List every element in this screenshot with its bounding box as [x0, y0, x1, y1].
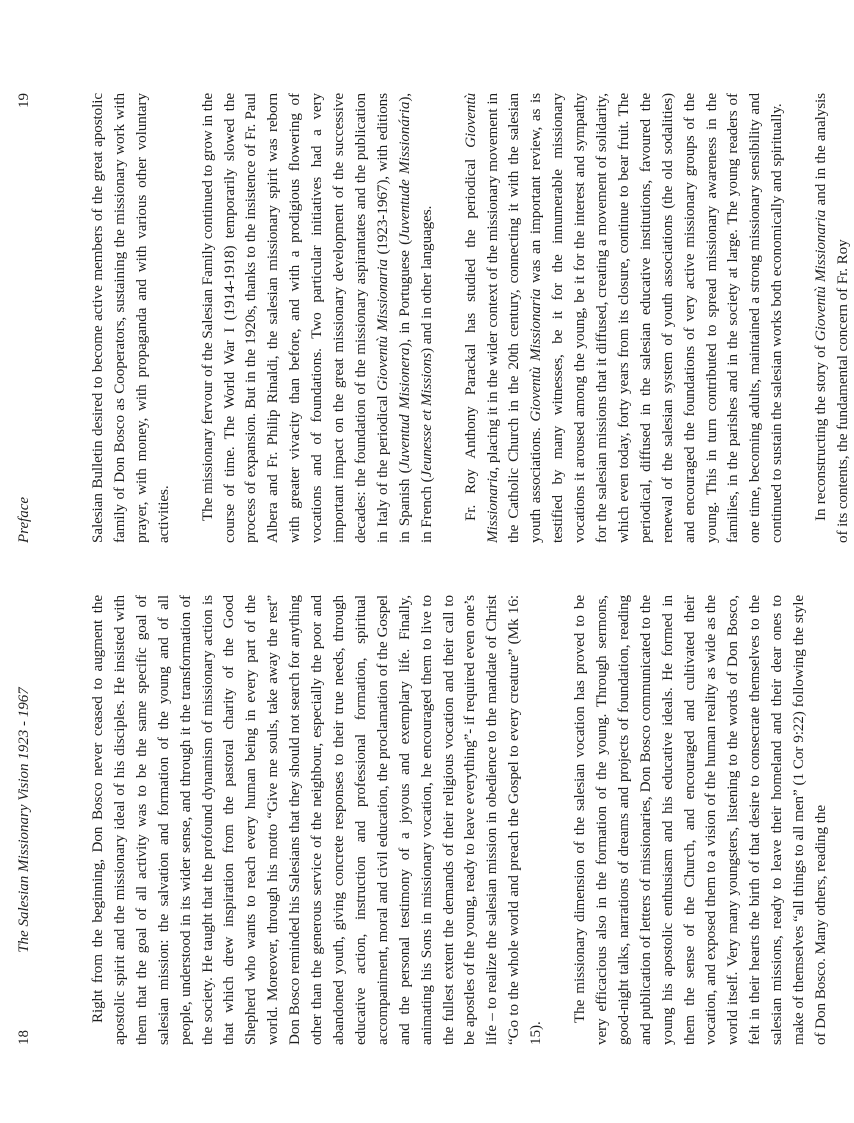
paragraph: Salesian Bulletin desired to become active members of the great apostolic family of Don Bosco as Cooperators, sustaining the missionary work with prayer, with money, with propaganda and with various other voluntary activities.: [89, 93, 172, 543]
left-page-header: [16, 595, 44, 1045]
periodical-title: Juventud Misionera: [395, 347, 413, 469]
text-run: (1923-1967), with editions in Spanish (: [373, 93, 413, 543]
right-page-header: [16, 93, 44, 543]
text-run: In reconstructing the story of: [812, 341, 830, 521]
running-title: The Salesian Missionary Vision 1923 - 1967: [16, 687, 32, 953]
periodical-title: Gioventù Missionaria: [461, 93, 501, 543]
page-number: 19: [16, 93, 32, 108]
right-page: [0, 93, 852, 543]
periodical-title: Gioventù Missionaria: [527, 288, 545, 422]
right-page-body: [87, 93, 854, 543]
periodical-title: Juventude Missionária: [395, 101, 413, 240]
periodical-title: Gioventù Missionaria: [373, 259, 391, 391]
running-title: Preface: [16, 496, 32, 543]
paragraph: The missionary dimension of the salesian vocation has proved to be very efficacious also in the formation of the young. Through sermons, good-night talks, narrations of dreams and projects of foundation, reading and publication of letters of missionaries, Don Bosco communicated to the young his apostolic enthusiasm and his educative ideals. He formed in them the sense of the Church, and encouraged and cultivated their vocation, and exposed them to a vision of the human reality as wide as the world itself. Very many youngsters, listening to the words of Don Bosco, felt in their hearts the birth of that desire to consecrate themselves to the salesian missions, ready to leave their homeland and their dear ones to make of themselves “all things to all men” (1 Cor 9:22) following the style of Don Bosco. Many others, reading the: [571, 595, 829, 1045]
paragraph: [197, 93, 438, 543]
page-number: 18: [16, 1030, 32, 1045]
text-run: ), in French (: [395, 93, 435, 543]
text-run: was an important review, as is testified by many witnesses, be it for the innumerable missionary vocations it aroused among the young, be it for the interest and sympathy for the salesian missions that it diffused, creating a movement of solidarity, which even today, forty years from its closure, continue to bear fruit. The periodical, diffused in the salesian educative institutions, favoured the renewal of the salesian system of youth associations (the old sodalities) and encouraged the foundations of very active missionary groups of the young. This in turn contributed to spread missionary awareness in the families, in the parishes and in the society at large. The young readers of one time, becoming adults, maintained a strong missionary sensibility and continued to sustain the salesian works both economically and spiritually.: [527, 93, 786, 543]
text-run: , placing it in the wider context of the missionary movement in the Catholic Church in the 20th century, connecting it with the salesian youth associations.: [483, 93, 545, 543]
text-run: Fr. Roy Anthony Parackal has studied the periodical: [461, 147, 479, 521]
text-run: ) and in other languages.: [417, 205, 435, 353]
text-run: The missionary fervour of the Salesian Family continued to grow in the course of time. The World War I (1914-1918) temporarily slowed the process of expansion. But in the 1920s, thanks to the insistence of Fr. Paul Albera and Fr. Philip Rinaldi, the salesian missionary spirit was reborn with greater vivacity than before, and with a prodigious flowering of vocations and of foundations. Two particular initiatives had a very important impact on the great missionary development of the successive decades: the foundation of the missionary aspirantates and the publication in Italy of the periodical: [198, 93, 391, 543]
periodical-title: Gioventù Missionaria: [812, 209, 830, 342]
paragraph: [460, 93, 789, 543]
left-page: [0, 595, 829, 1045]
paragraph: Right from the beginning, Don Bosco never ceased to augment the apostolic spirit and the missionary ideal of his disciples. He insisted with them that the goal of all activity was to be the same specific goal of salesian mission: the salvation and formation of the young and of all people, understood in its wider sense, and through it the transformation of the society. He taught that the profound dynamism of missionary action is that which drew inspiration from the pastoral charity of the Good Shepherd who wants to reach every human being in every part of the world. Moreover, through his motto “Give me souls, take away the rest” Don Bosco reminded his Salesians that they should not search for anything other than the generous service of the neighbour, especially the poor and abandoned youth, giving concrete responses to their true needs, through educative action, instruction and professional formation, spiritual accompaniment, moral and civil education, the proclamation of the Gospel and the personal testimony of a joyous and exemplary life. Finally, animating his Sons in missionary vocation, he encouraged them to live to the fullest extent the demands of their religious vocation and their call to be apostles of the young, ready to leave everything”- if required even one’s life – to realize the salesian mission in obedience to the mandate of Christ “Go to the whole world and preach the Gospel to every creature” (Mk 16: 15).: [89, 595, 545, 1045]
text-run: ), in Portuguese (: [395, 239, 413, 348]
paragraph: [810, 93, 854, 543]
left-page-body: [87, 595, 832, 1045]
periodical-title: Jeunesse et Missions: [417, 352, 435, 478]
text-run: and in the analysis of its contents, the fundamental concern of Fr. Roy: [812, 93, 852, 543]
